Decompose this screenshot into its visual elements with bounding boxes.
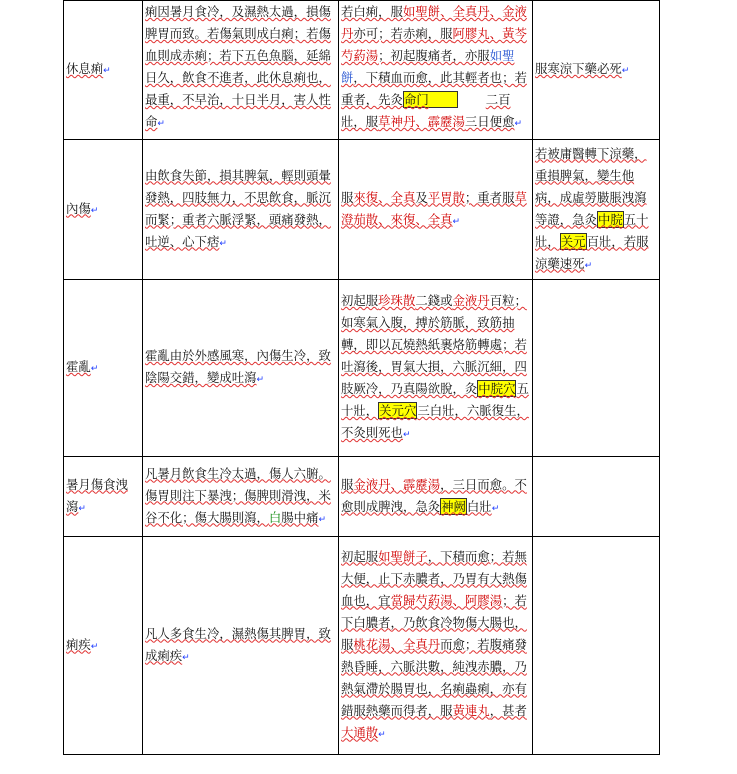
note-cell: 服寒涼下藥必死↵ xyxy=(533,1,660,140)
acupoint-highlight: 神阙 xyxy=(441,498,466,514)
acupoint-highlight: 中脘 xyxy=(597,211,623,227)
note-text: 若被庸醫轉下涼藥，重損脾氣，變生他病，成虛勞臌脹洩瀉等證，急灸中脘五十壯，关元百壯，若服涼藥速死 xyxy=(535,145,649,271)
table-row xyxy=(64,280,660,457)
disease-name-cell: 暑月傷食洩瀉↵ xyxy=(64,457,143,537)
cause-cell: 由飲食失節，損其脾氣，輕則頭暈發熱，四肢無力，不思飲食，脈沉而緊；重者六脈浮緊，頭痛發熱，吐逆、心下痞↵ xyxy=(143,140,339,280)
table-row xyxy=(64,140,660,280)
note-cell: 若被庸醫轉下涼藥，重損脾氣，變生他病，成虛勞臌脹洩瀉等證，急灸中脘五十壯，关元百壯，若服涼藥速死↵ xyxy=(533,140,660,280)
cause-text: 凡人多食生冷，濕熱傷其脾胃，致成痢疾 xyxy=(145,625,331,663)
cause-cell: 霍亂由於外感風寒，內傷生冷，致陰陽交錯，變成吐瀉↵ xyxy=(143,280,339,457)
note-cell xyxy=(533,457,660,537)
cause-cell: 凡人多食生冷，濕熱傷其脾胃，致成痢疾↵ xyxy=(143,537,339,755)
disease-name: 內傷 xyxy=(66,200,91,216)
note-text: 服寒涼下藥必死 xyxy=(535,61,622,76)
treatment-text: 初起服如聖餅子，下積而愈；若無大便，止下赤膿者，乃胃有大熱傷血也，宜當歸芍葯湯、阿膠湯；若下白膿者，乃飲食冷物傷大腸也，服桃花湯、全真丹而愈；若腹痛發熱昏睡，六脈洪數，純洩赤膿，乃熱氣滯於腸胃也，名痢蟲痢，亦有錯服熱藥而得者，服黃連丸，甚者大通散 xyxy=(341,548,527,740)
note-cell xyxy=(533,280,660,457)
acupoint-highlight: 关元穴 xyxy=(379,403,417,418)
acupoint-highlight: 命门 xyxy=(403,91,458,108)
cause-text: 凡暑月飲食生冷太過，傷人六腑。傷胃則注下暴洩；傷脾則滑洩，米谷不化；傷大腸則瀉，白腸中痛 xyxy=(145,465,331,525)
table-row xyxy=(64,1,660,140)
treatment-cell: 服金液丹、霹靂湯，三日而愈。不愈則成脾洩，急灸神阙白壯↵ xyxy=(339,457,533,537)
acupoint-highlight: 关元 xyxy=(560,233,586,249)
treatment-text: 服金液丹、霹靂湯，三日而愈。不愈則成脾洩，急灸神阙白壯 xyxy=(341,476,527,514)
acupoint-highlight: 中脘穴 xyxy=(478,381,516,396)
treatment-cell: 初起服如聖餅子，下積而愈；若無大便，止下赤膿者，乃胃有大熱傷血也，宜當歸芍葯湯、阿膠湯；若下白膿者，乃飲食冷物傷大腸也，服桃花湯、全真丹而愈；若腹痛發熱昏睡，六脈洪數，純洩赤膿，乃熱氣滯於腸胃也，名痢蟲痢，亦有錯服熱藥而得者，服黃連丸，甚者大通散↵ xyxy=(339,537,533,755)
treatment-cell: 初起服珍珠散二錢或金液丹百粒；如寒氣入腹，搏於筋脈，致筋抽轉，即以瓦燒熱紙裹烙筋轉處；若吐瀉後，胃氣大損，六脈沉細，四肢厥冷，乃真陽欲脫，灸中脘穴五十壯，关元穴三白壯，六脈復生，不灸則死也↵ xyxy=(339,280,533,457)
disease-name: 霍亂 xyxy=(66,359,91,374)
cause-cell: 痢因暑月食冷，及濕熱太過，損傷脾胃而致。若傷氣則成白痢；若傷血則成赤痢；若下五色魚腦，延綿日久，飲食不進者，此休息痢也，最重，不早治，十日半月，害人性命↵ xyxy=(143,1,339,140)
treatment-cell: 若白痢，服如聖餅、全真丹、金液丹亦可；若赤痢，服阿膠丸、黃芩芍葯湯；初起腹痛者，亦服如聖餅，下積血而愈，此其輕者也；若重者，先灸命门 二百壯，服草神丹、霹靂湯三日便愈↵ xyxy=(339,1,533,140)
treatment-text: 初起服珍珠散二錢或金液丹百粒；如寒氣入腹，搏於筋脈，致筋抽轉，即以瓦燒熱紙裹烙筋轉處；若吐瀉後，胃氣大損，六脈沉細，四肢厥冷，乃真陽欲脫，灸中脘穴五十壯，关元穴三白壯，六脈復生，不灸則死也 xyxy=(341,293,529,440)
cause-cell: 凡暑月飲食生冷太過，傷人六腑。傷胃則注下暴洩；傷脾則滑洩，米谷不化；傷大腸則瀉，白腸中痛↵ xyxy=(143,457,339,537)
disease-name-cell: 霍亂↵ xyxy=(64,280,143,457)
cause-text: 霍亂由於外感風寒，內傷生冷，致陰陽交錯，變成吐瀉 xyxy=(145,348,331,385)
disease-name-cell: 痢疾↵ xyxy=(64,537,143,755)
disease-name: 暑月傷食洩瀉 xyxy=(66,476,128,514)
disease-name-cell: 內傷↵ xyxy=(64,140,143,280)
table-row xyxy=(64,537,660,755)
disease-name-cell: 休息痢↵ xyxy=(64,1,143,140)
disease-name: 休息痢 xyxy=(66,61,104,76)
cause-text: 痢因暑月食冷，及濕熱太過，損傷脾胃而致。若傷氣則成白痢；若傷血則成赤痢；若下五色魚腦，延綿日久，飲食不進者，此休息痢也，最重，不早治，十日半月，害人性命 xyxy=(145,4,331,129)
treatment-table xyxy=(63,0,660,755)
treatment-text: 服來復、全真及平胃散；重者服草澄茄散、來復、全真 xyxy=(341,189,527,227)
treatment-cell: 服來復、全真及平胃散；重者服草澄茄散、來復、全真↵ xyxy=(339,140,533,280)
cause-text: 由飲食失節，損其脾氣，輕則頭暈發熱，四肢無力，不思飲食，脈沉而緊；重者六脈浮緊，頭痛發熱，吐逆、心下痞 xyxy=(145,167,331,249)
table-row xyxy=(64,457,660,537)
disease-name: 痢疾 xyxy=(66,636,91,652)
note-cell xyxy=(533,537,660,755)
treatment-text: 若白痢，服如聖餅、全真丹、金液丹亦可；若赤痢，服阿膠丸、黃芩芍葯湯；初起腹痛者，亦服如聖餅，下積血而愈，此其輕者也；若重者，先灸命门 二百壯，服草神丹、霹靂湯三日便愈 xyxy=(341,4,527,129)
